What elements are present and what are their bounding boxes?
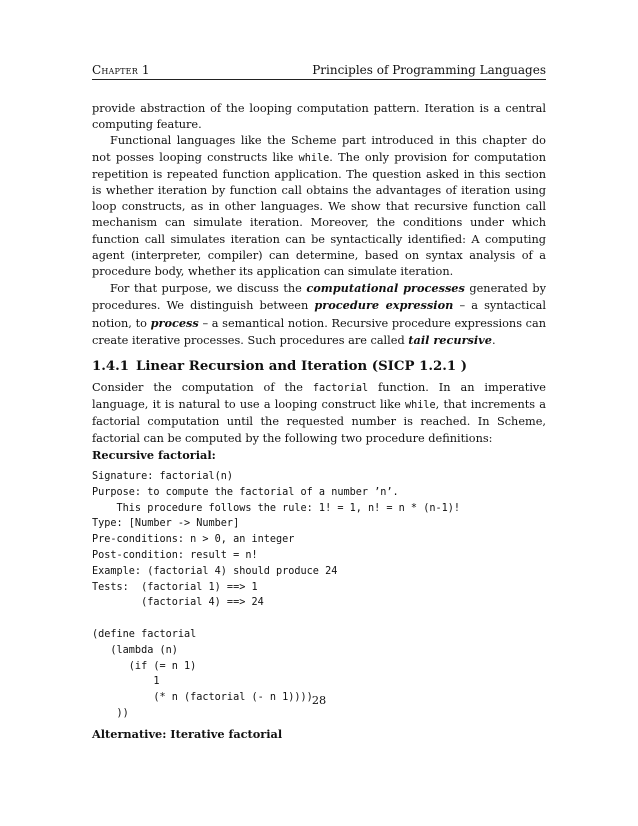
p3-text-a: For that purpose, we discuss the xyxy=(110,282,307,296)
p3-text-d: – a semantical notion. Recursive procedure expressions can create iterative processes. Such procedures are called xyxy=(92,316,546,347)
p4-text-b: function. In an imperative language, it is natural to use a looping construct like xyxy=(92,381,546,412)
term-procedure-expression: procedure expression xyxy=(314,298,454,313)
code-line: Purpose: to compute the factorial of a number ’n’. xyxy=(92,486,399,498)
p4-text-c: , that increments a factorial computation until the requested number is reached. In Scheme, factorial can be computed by the following two procedure definitions: xyxy=(92,398,546,445)
code-line: Post-condition: result = n! xyxy=(92,550,258,562)
code-line: 1 xyxy=(92,676,160,688)
code-line: Type: [Number -> Number] xyxy=(92,518,240,530)
code-line: (* n (factorial (- n 1)))) xyxy=(92,692,313,704)
code-line: Pre-conditions: n > 0, an integer xyxy=(92,534,295,546)
subheading-recursive-factorial: Recursive factorial: xyxy=(92,447,216,462)
body-text xyxy=(92,101,546,742)
paragraph-3 xyxy=(92,280,546,349)
subheading-iterative-factorial: Alternative: Iterative factorial xyxy=(92,726,283,741)
paragraph-1: provide abstraction of the looping computation pattern. Iteration is a central computing feature. xyxy=(92,102,546,132)
p4-text-a: Consider the computation of the xyxy=(92,381,313,395)
section-number: 1.4.1 xyxy=(92,359,130,375)
code-line: )) xyxy=(92,708,129,720)
p2-text-a: Functional languages like the Scheme part introduced in this chapter do not posses looping constructs like xyxy=(92,134,546,164)
p3-text-c: – a syntactical notion, to xyxy=(92,299,547,330)
code-line: (if (= n 1) xyxy=(92,660,197,672)
inline-code-while-2: while xyxy=(404,400,436,412)
code-line: (define factorial xyxy=(92,629,197,641)
inline-code-factorial: factorial xyxy=(312,383,369,395)
code-line: Signature: factorial(n) xyxy=(92,471,234,483)
term-computational-processes: computational processes xyxy=(306,281,465,296)
book-title: Principles of Programming Languages xyxy=(312,63,546,77)
section-heading xyxy=(92,358,546,376)
page-number: 28 xyxy=(311,694,327,707)
p3-text-e: . xyxy=(491,333,496,347)
p3-text-b: generated by procedures. We distinguish between xyxy=(92,282,546,313)
code-line: (lambda (n) xyxy=(92,644,178,656)
code-block xyxy=(92,469,546,722)
running-header xyxy=(92,63,546,80)
paragraph-2 xyxy=(92,133,546,280)
section-title: Linear Recursion and Iteration (SICP 1.2.1 ) xyxy=(136,359,468,375)
inline-code-while: while xyxy=(298,152,330,164)
code-line: This procedure follows the rule: 1! = 1, n! = n * (n-1)! xyxy=(92,502,461,514)
chapter-label: Chapter 1 xyxy=(92,63,150,77)
term-process: process xyxy=(150,315,199,330)
code-line: Tests: (factorial 1) ==> 1 xyxy=(92,581,258,593)
code-line: (factorial 4) ==> 24 xyxy=(92,597,264,609)
code-line: Example: (factorial 4) should produce 24 xyxy=(92,565,338,577)
p2-text-b: . The only provision for computation repetition is repeated function application. The question asked in this section is whether iteration by function call obtains the advantages of iteration using loop constructs, as in other languages. We show that recursive function call mechanism can simulate iteration. Moreover, the conditions under which function call simulates iteration can be syntactically identified: A computing agent (interpreter, compiler) can determine, based on syntax analysis of a procedure body, whether its application can simulate iteration. xyxy=(92,150,546,279)
term-tail-recursive: tail recursive xyxy=(408,332,492,347)
paragraph-4 xyxy=(92,380,546,447)
